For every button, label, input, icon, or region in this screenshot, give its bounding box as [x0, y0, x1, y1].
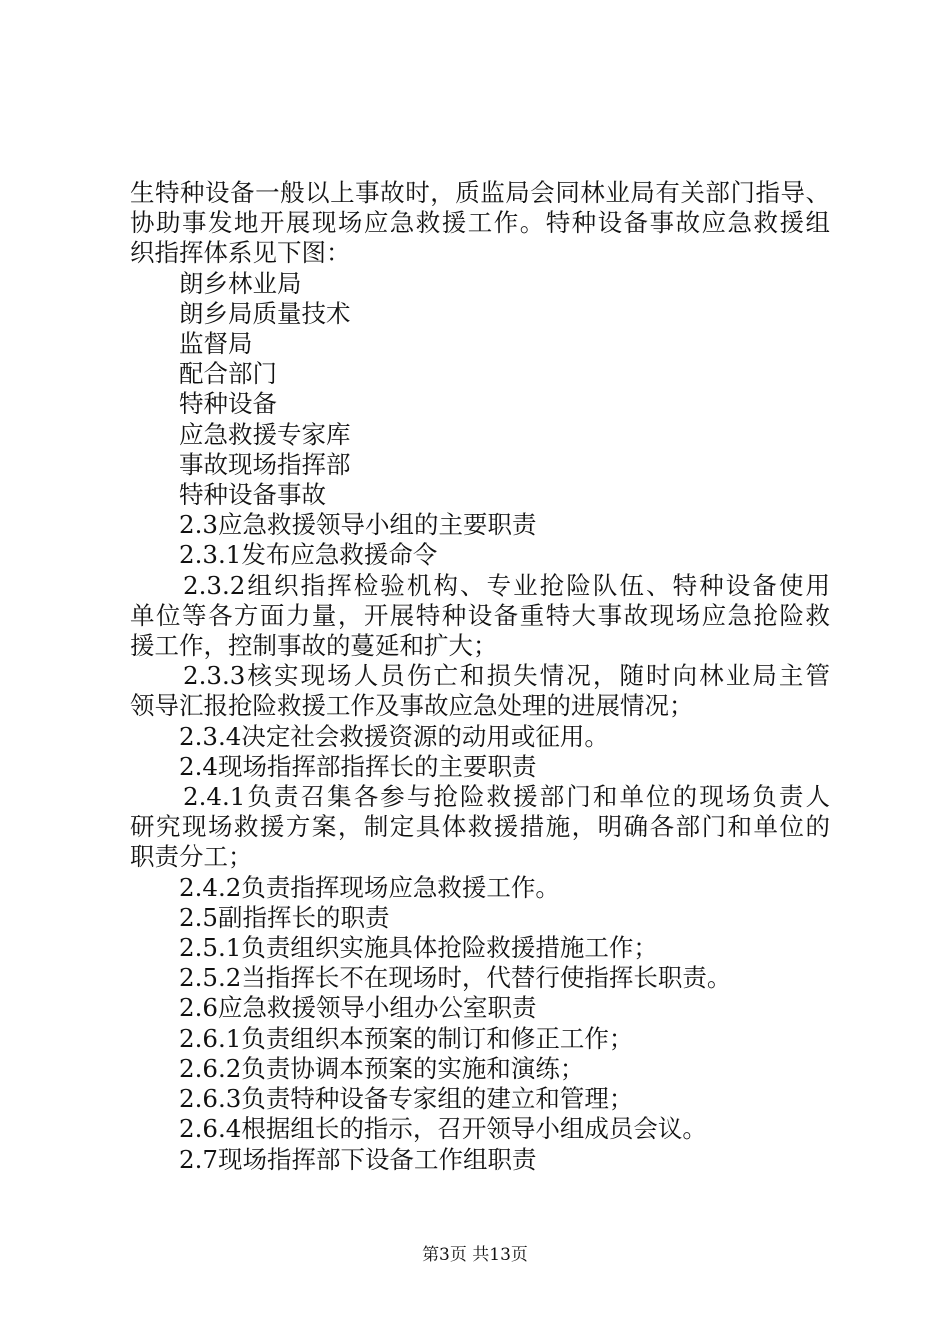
org-chart-label: 应急救援专家库 [179, 419, 351, 449]
list-item: 2.4.2负责指挥现场应急救援工作。 [179, 872, 560, 902]
page-number: 第3页 共13页 [422, 1245, 528, 1265]
list-item: 2.6.1负责组织本预案的制订和修正工作； [179, 1023, 634, 1053]
section-heading: 2.6应急救援领导小组办公室职责 [179, 993, 537, 1023]
org-chart-label: 特种设备 [179, 389, 277, 419]
list-item: 2.3.1发布应急救援命令 [179, 540, 438, 570]
text-line: 生特种设备一般以上事故时，质监局会同林业局有关部门指导、 [130, 178, 830, 207]
text-line: 2.3.2组织指挥检验机构、专业抢险队伍、特种设备使用 [183, 570, 830, 600]
text-line: 单位等各方面力量，开展特种设备重特大事故现场应急抢险救 [130, 600, 830, 630]
text-line: 研究现场救援方案，制定具体救援措施，明确各部门和单位的 [130, 812, 830, 842]
text-line: 织指挥体系见下图： [130, 238, 351, 268]
list-item: 2.6.2负责协调本预案的实施和演练； [179, 1053, 585, 1083]
text-line: 援工作，控制事故的蔓延和扩大； [130, 631, 498, 661]
org-chart-label: 特种设备事故 [179, 480, 326, 510]
section-heading: 2.4现场指挥部指挥长的主要职责 [179, 751, 537, 781]
document-body [130, 178, 830, 1175]
list-item: 2.5.1负责组织实施具体抢险救援措施工作； [179, 933, 658, 963]
org-chart-label: 配合部门 [179, 359, 277, 389]
text-line: 2.3.3核实现场人员伤亡和损失情况，随时向林业局主管 [183, 661, 830, 691]
org-chart-label: 朗乡局质量技术 [179, 298, 351, 328]
list-item: 2.6.4根据组长的指示，召开领导小组成员会议。 [179, 1114, 707, 1144]
section-heading: 2.3应急救援领导小组的主要职责 [179, 510, 537, 540]
list-item: 2.3.4决定社会救援资源的动用或征用。 [179, 721, 609, 751]
text-line: 协助事发地开展现场应急救援工作。特种设备事故应急救援组 [130, 208, 830, 238]
page-footer [0, 1244, 950, 1266]
section-heading: 2.5副指挥长的职责 [179, 902, 390, 932]
text-line: 领导汇报抢险救援工作及事故应急处理的进展情况； [130, 691, 694, 721]
org-chart-label: 朗乡林业局 [179, 268, 302, 298]
org-chart-label: 监督局 [179, 329, 253, 359]
list-item: 2.5.2当指挥长不在现场时，代替行使指挥长职责。 [179, 963, 732, 993]
org-chart-label: 事故现场指挥部 [179, 449, 351, 479]
text-line: 职责分工； [130, 842, 253, 872]
section-heading: 2.7现场指挥部下设备工作组职责 [179, 1144, 537, 1174]
text-line: 2.4.1负责召集各参与抢险救援部门和单位的现场负责人 [183, 782, 830, 812]
list-item: 2.6.3负责特种设备专家组的建立和管理； [179, 1084, 634, 1114]
